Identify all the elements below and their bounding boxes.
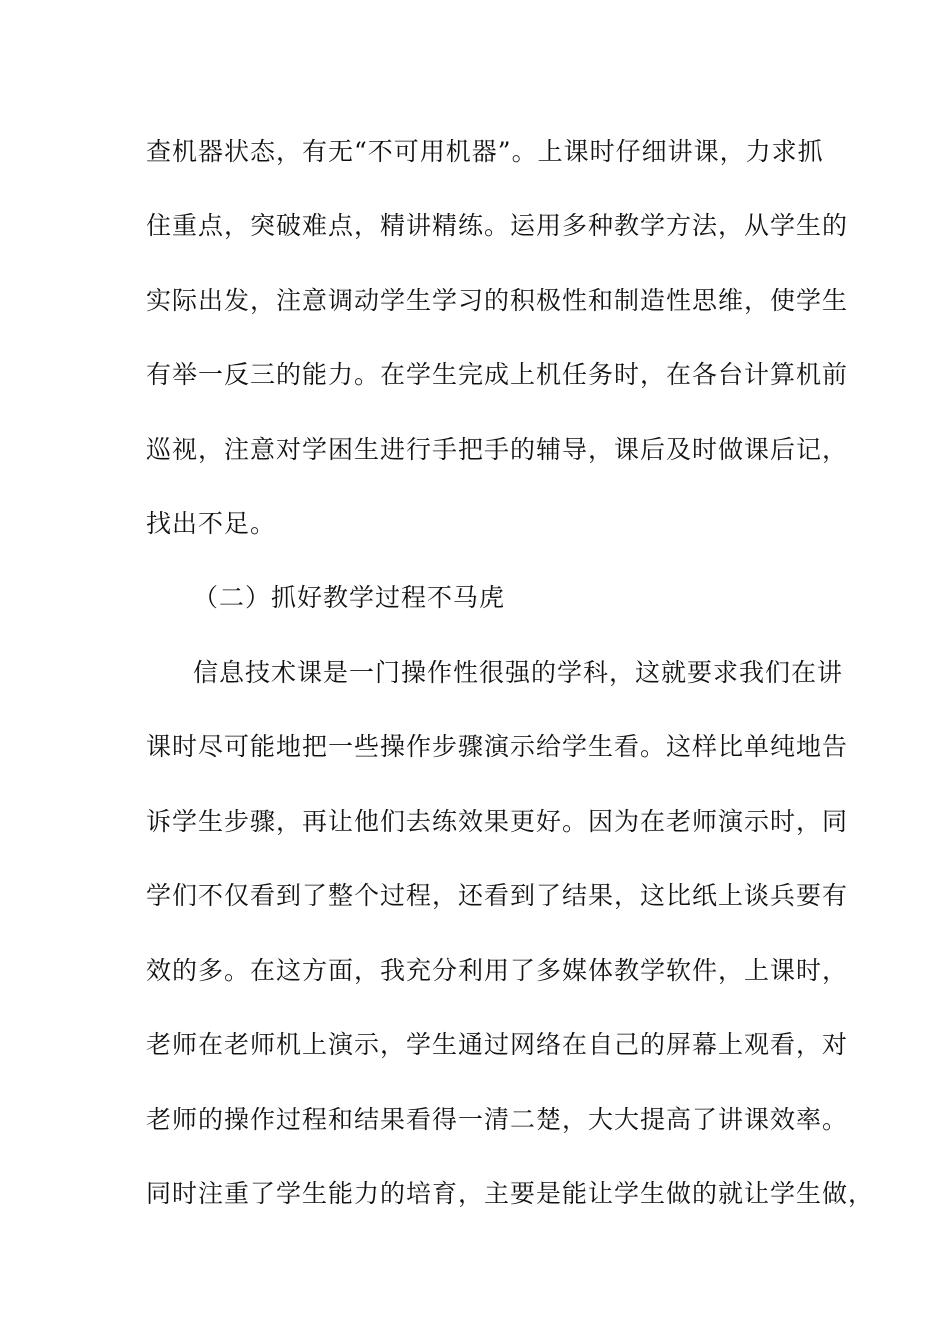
paragraph-line: 老师在老师机上演示，学生通过网络在自己的屏幕上观看，对 — [146, 1030, 849, 1059]
paragraph-line: 诉学生步骤，再让他们去练效果更好。因为在老师演示时，同 — [146, 807, 849, 836]
paragraph-line: 找出不足。 — [146, 509, 277, 538]
paragraph-line: 老师的操作过程和结果看得一清二楚，大大提高了讲课效率。 — [146, 1105, 849, 1134]
paragraph-line: 巡视，注意对学困生进行手把手的辅导，课后及时做课后记， — [146, 435, 849, 464]
paragraph-line: 同时注重了学生能力的培育，主要是能让学生做的就让学生做， — [146, 1179, 875, 1208]
paragraph-line: 有举一反三的能力。在学生完成上机任务时，在各台计算机前 — [146, 360, 849, 389]
section-heading: （二）抓好教学过程不马虎 — [193, 583, 506, 612]
paragraph-line: 效的多。在这方面，我充分利用了多媒体教学软件，上课时， — [146, 956, 849, 985]
paragraph-line: 住重点，突破难点，精讲精练。运用多种教学方法，从学生的 — [146, 211, 849, 240]
paragraph-line: 信息技术课是一门操作性很强的学科，这就要求我们在讲 — [193, 658, 844, 687]
paragraph-line: 实际出发，注意调动学生学习的积极性和制造性思维，使学生 — [146, 286, 849, 315]
paragraph-line: 查机器状态，有无“不可用机器”。上课时仔细讲课，力求抓 — [146, 137, 824, 166]
paragraph-line: 学们不仅看到了整个过程，还看到了结果，这比纸上谈兵要有 — [146, 881, 849, 910]
paragraph-line: 课时尽可能地把一些操作步骤演示给学生看。这样比单纯地告 — [146, 732, 849, 761]
